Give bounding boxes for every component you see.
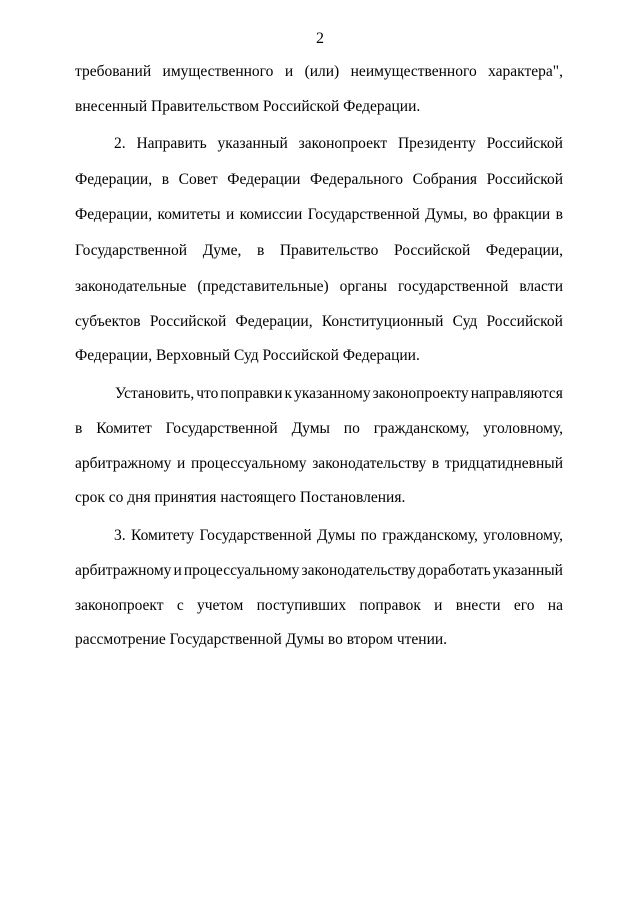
text-line xyxy=(75,170,563,190)
word: (или) xyxy=(304,63,340,80)
word: процессуальному xyxy=(190,455,307,472)
word: Федерации, xyxy=(235,313,313,330)
word: требований xyxy=(75,63,152,80)
text-line xyxy=(75,241,563,261)
word: тридцатидневный xyxy=(444,455,563,472)
text-line xyxy=(75,205,563,225)
word: процессуальному xyxy=(183,562,300,579)
word: гражданскому, xyxy=(373,420,470,437)
word: Федерации, xyxy=(75,206,153,223)
word: и xyxy=(225,206,235,223)
text-line xyxy=(75,596,563,616)
word: Государственной xyxy=(165,420,278,437)
word: указанный xyxy=(217,135,288,152)
word: с xyxy=(176,597,184,614)
word: в xyxy=(75,420,83,437)
word: направляются xyxy=(470,385,563,402)
text-line: Федерации, Верховный Суд Российской Федерации. xyxy=(75,347,420,364)
justified-line xyxy=(75,454,563,474)
word: законодательству xyxy=(312,455,427,472)
word: Суд xyxy=(452,313,478,330)
word: Комитет xyxy=(96,420,152,437)
justified-line xyxy=(75,277,563,297)
word: власти xyxy=(519,278,563,295)
word: Президенту xyxy=(397,135,476,152)
word: Российской xyxy=(486,135,563,152)
word: Думы xyxy=(291,420,330,437)
justified-line xyxy=(75,170,563,190)
text-line: внесенный Правительством Российской Федерации. xyxy=(75,98,421,115)
word: поправки xyxy=(220,385,283,402)
justified-line xyxy=(75,596,563,616)
word: и xyxy=(173,562,182,579)
word: гражданскому, xyxy=(382,527,478,544)
justified-line xyxy=(75,419,563,439)
word: по xyxy=(343,420,360,437)
word: арбитражному xyxy=(75,455,172,472)
justified-line xyxy=(75,241,563,261)
text-line xyxy=(75,561,563,581)
word: Государственной xyxy=(75,242,188,259)
word: уголовному, xyxy=(483,420,563,437)
text-line: рассмотрение Государственной Думы во втором чтении. xyxy=(75,631,448,648)
word: Федерального xyxy=(310,171,404,188)
word: внести xyxy=(455,597,501,614)
word: и xyxy=(284,63,294,80)
word: 2. xyxy=(114,135,126,152)
word: законопроекту xyxy=(372,385,469,402)
word: комиссии xyxy=(239,206,303,223)
word: органы xyxy=(339,278,388,295)
word: на xyxy=(547,597,563,614)
word: законодательные xyxy=(75,278,187,295)
word: Российской xyxy=(149,313,227,330)
word: 3. xyxy=(114,527,126,544)
word: законопроект xyxy=(75,597,164,614)
text-line xyxy=(75,277,563,297)
page-number: 2 xyxy=(316,30,324,47)
word: Российской xyxy=(486,171,563,188)
word: Федерации, xyxy=(485,242,563,259)
word: законодательству xyxy=(301,562,416,579)
word: во xyxy=(472,206,488,223)
word: учетом xyxy=(197,597,244,614)
word: Российской xyxy=(393,242,471,259)
justified-line xyxy=(75,561,563,581)
text-line xyxy=(114,134,563,154)
word: поправок xyxy=(359,597,421,614)
word: арбитражному xyxy=(75,562,172,579)
word: Думы, xyxy=(425,206,468,223)
word: Российской xyxy=(486,313,563,330)
justified-line xyxy=(75,205,563,225)
word: субъектов xyxy=(75,313,141,330)
word: в xyxy=(161,171,170,188)
word: доработать xyxy=(417,562,491,579)
word: Конституционный xyxy=(321,313,444,330)
word: фракции xyxy=(493,206,551,223)
word: Федерации xyxy=(227,171,301,188)
word: и xyxy=(434,597,443,614)
word: к xyxy=(284,385,293,402)
word: Думы xyxy=(317,527,356,544)
word: Установить, xyxy=(115,385,195,402)
word: Правительство xyxy=(279,242,379,259)
word: характера", xyxy=(488,63,563,80)
text-line xyxy=(75,312,563,332)
word: комитеты xyxy=(157,206,221,223)
word: (представительные) xyxy=(197,278,329,295)
word: в xyxy=(431,455,440,472)
word: и xyxy=(177,455,186,472)
word: в xyxy=(555,206,563,223)
word: государственной xyxy=(397,278,509,295)
word: Федерации, xyxy=(75,171,153,188)
word: Государственной xyxy=(199,527,312,544)
word: по xyxy=(360,527,377,544)
text-line xyxy=(115,384,563,404)
word: в xyxy=(256,242,265,259)
word: Думе, xyxy=(202,242,242,259)
word: его xyxy=(513,597,535,614)
justified-line xyxy=(75,312,563,332)
word: поступивших xyxy=(256,597,347,614)
word: указанный xyxy=(492,562,563,579)
text-line xyxy=(114,526,563,546)
word: Собрания xyxy=(412,171,477,188)
word: законопроект xyxy=(298,135,388,152)
word: уголовному, xyxy=(483,527,563,544)
text-line xyxy=(75,419,563,439)
text-line: срок со дня принятия настоящего Постановления. xyxy=(75,489,406,506)
word: Направить xyxy=(136,135,207,152)
text-line xyxy=(75,454,563,474)
text-line xyxy=(75,62,563,82)
word: неимущественного xyxy=(350,63,477,80)
word: что xyxy=(196,385,219,402)
justified-line xyxy=(114,134,563,154)
justified-line xyxy=(114,526,563,546)
justified-line xyxy=(75,62,563,82)
word: Государственной xyxy=(307,206,420,223)
word: Комитету xyxy=(131,527,195,544)
word: указанному xyxy=(294,385,371,402)
word: имущественного xyxy=(162,63,274,80)
word: Совет xyxy=(178,171,218,188)
justified-line xyxy=(115,384,563,404)
